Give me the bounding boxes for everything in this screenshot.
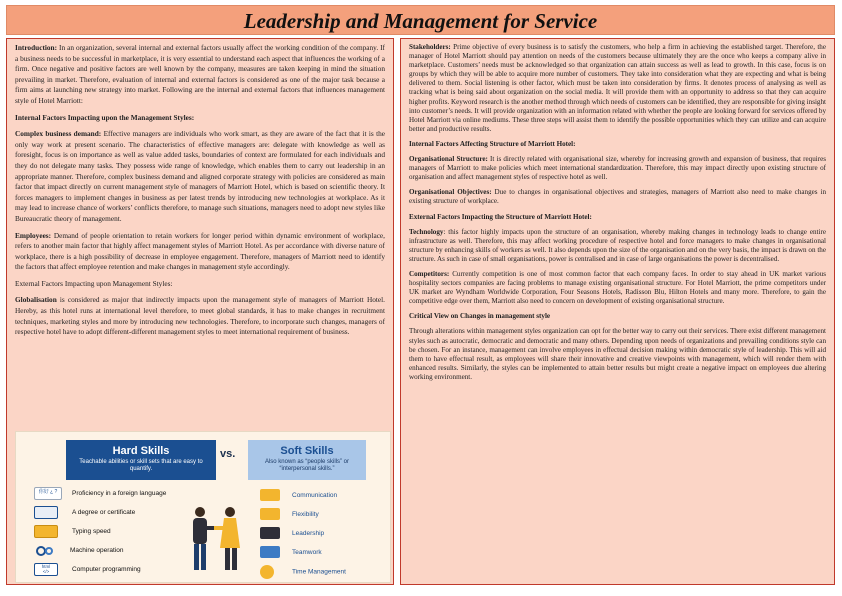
leadership-icon bbox=[260, 527, 280, 539]
org-structure-label: Organisational Structure: bbox=[409, 155, 488, 164]
right-column bbox=[400, 38, 835, 585]
soft-skill-label: Time Management bbox=[292, 568, 346, 576]
hard-skill-item bbox=[34, 506, 135, 520]
gears-icon bbox=[34, 545, 56, 556]
foreign-language-icon-text: 你好 ¿ ? bbox=[38, 489, 58, 495]
intro-text: In an organization, several internal and external factors usually affect the working condition of the company. If a business needs to be successful in marketplace, it is very essential to understand each aspect that influences the working of a firm. Once negative and positive factors are well known by the company, measures are taken keeping in mind the situation prevailing in market. Therefore, evaluation of internal and external factors is considered as one of the major task because a firm aims at launching new strategy into market. Following are the internal and external factors that influences management style of Hotel Marriott: bbox=[15, 43, 385, 105]
versus-label: vs. bbox=[220, 448, 236, 460]
soft-skill-item bbox=[260, 508, 319, 522]
hard-skill-label: A degree or certificate bbox=[72, 509, 136, 517]
soft-skills-box bbox=[248, 440, 366, 480]
soft-skill-item bbox=[260, 546, 322, 560]
soft-skill-item bbox=[260, 489, 337, 503]
hard-skill-label: Machine operation bbox=[70, 547, 124, 554]
complex-demand-text: Effective managers are individuals who work smart, as they are aware of the fact that it is the only way work at present scenario. The characteristics of effective managers are: delegate with knowledge as well as foresight, focus is on importance as well as value added tasks, boundaries of context are formulated for each individuals and they do not delegate many tasks. They possess wide range of knowledge, which enables them to carry out leadership in an appropriate manner. Therefore, complex business demand and aligned corporate strategy with policies are considered as main factor that impact directly on current management style of managers of Marriott Hotel, which is based on scientific theory. It forces managers to implement changes in business as per latest trends by introducing new technologies at workplace. As it may lead to increase chance of workers’ conflicts therefore, to manage such situations, managers need to adopt new styles like Bureaucratic theory of management. bbox=[15, 129, 385, 223]
hard-skills-subtitle: Teachable abilities or skill sets that are easy to quantify. bbox=[79, 459, 203, 472]
hard-skills-title: Hard Skills bbox=[112, 445, 170, 457]
code-icon-text: html </> bbox=[41, 564, 51, 574]
hard-skill-item bbox=[34, 544, 123, 558]
hard-skill-item bbox=[34, 487, 166, 501]
hard-skills-box bbox=[66, 440, 216, 480]
external-factors-heading: External Factors Impacting upon Management Styles: bbox=[15, 278, 173, 288]
speech-bubble-icon bbox=[260, 489, 280, 501]
employees-text: Demand of people orientation to retain workers for longer period within dynamic environment of workplace, refers to another main factor that highly affect management styles of Marriott Hotel. As per accordance with diverse nature of workplace, there is a high possibility of decrease in employee engagement. Therefore, managers of Marriott need to identify the factors that affect employee retention and make changes in management style accordingly. bbox=[15, 230, 385, 272]
flexibility-icon bbox=[260, 508, 280, 520]
competitors-paragraph bbox=[409, 270, 826, 306]
critical-view-paragraph: Through alterations within management styles organization can opt for the better way to carry out their services. There exist different management styles such as autocratic, democratic and democratic and many others. Depending upon needs of organizations and prevailing conditions style can be chosen. For an instance, management can involve employees in effectual decision making within democratic style of leadership. This will aid them to have effectual result, as employees will share their innovative and creative viewpoints with management, which will render them with enhanced results. Similarly, the styles can be implemented to attain better results but might create a negative impact on employees due altering working environment. bbox=[409, 327, 826, 381]
complex-demand-label: Complex business demand: bbox=[15, 129, 102, 139]
certificate-icon bbox=[34, 506, 58, 519]
employees-label: Employees: bbox=[15, 230, 52, 240]
org-objectives-label: Organisational Objectives: bbox=[409, 188, 492, 197]
hard-skill-label: Computer programming bbox=[72, 566, 141, 574]
teamwork-icon bbox=[260, 546, 280, 558]
soft-skill-item bbox=[260, 527, 324, 541]
internal-factors-heading: Internal Factors Impacting upon the Management Styles: bbox=[15, 112, 195, 122]
soft-skill-label: Communication bbox=[292, 492, 338, 499]
competitors-text: Currently competition is one of most common factor that each company faces. In order to stay ahead in UK market various hospitality sectors companies are facing problems to manage existing organisational structure. For Hotel Marriott, the prime competitors under UK market are Wyndham Worldwide Corporation, Four Seasons Hotels, Radisson Blu, Hilton Hotels and many more. Therefore, to gain the competitive edge over them, Marriott also need to concern on development of existing organisational structure. bbox=[409, 269, 826, 306]
left-column bbox=[6, 38, 394, 585]
code-icon bbox=[34, 563, 58, 576]
hard-skill-label: Typing speed bbox=[72, 528, 111, 536]
soft-skill-label: Flexibility bbox=[292, 511, 319, 518]
critical-view-heading: Critical View on Changes in management style bbox=[409, 312, 551, 321]
hard-skill-item bbox=[34, 525, 111, 539]
globalisation-label: Globalisation bbox=[15, 295, 57, 305]
intro-label: Introduction: bbox=[15, 43, 58, 52]
org-objectives-text: Due to changes in organisational objectives and strategies, managers of Marriott also need to make changes in existing structure of workplace. bbox=[409, 188, 826, 206]
complex-demand-paragraph bbox=[15, 129, 385, 224]
soft-skill-label: Teamwork bbox=[292, 549, 322, 556]
hard-vs-soft-skills-infographic bbox=[15, 431, 391, 583]
stakeholders-text: Prime objective of every business is to satisfy the customers, who help a firm in achieving the established target. Therefore, the manager of Hotel Marriott should pay attention on needs of the customers because ultimately they are the once who keeps a company alive in marketplace. Customers’ needs must be acknowledged so that organization can attain success as well as lead to growth. In this case, focus is on groups by which they will be able to acquire more number of customers. They take into consideration what they are expecting and what is being delivered to them. Social listening is other factor, which must be taken into consideration by firms. It denotes process of analysing as well as tracking what is being said about organization on the social media. It will provide them with an opportunity to address so that they can acquire higher profits. Keyword research is the another method through which needs of customers can be identified, they are responsible for giving insight into customer’s needs. It will provide organization with an information related with whether the people are looking forward for services offered by Hotel Marriott via online mediums. These three steps will assist them to identify the possible opportunities which they can utilize and can acquire better and productive results. bbox=[409, 43, 826, 133]
technology-paragraph bbox=[409, 228, 826, 264]
stakeholders-label: Stakeholders: bbox=[409, 43, 451, 51]
external-structure-heading: External Factors Impacting the Structure of Marriott Hotel: bbox=[409, 212, 592, 221]
globalisation-text: is considered as major that indirectly impacts upon the management style of managers of Marriott Hotel. Hereby, as this hotel runs at international level therefore, to meet global standards, it has to make changes in recruitment techniques, marketing styles and more by introducing new technologies. Therefore, to incorporate such changes, managers of respective hotel have to adopt different-different management styles to meet international requirement of business. bbox=[15, 295, 385, 337]
hard-skill-label: Proficiency in a foreign language bbox=[72, 490, 167, 498]
employees-paragraph bbox=[15, 231, 385, 273]
soft-skill-label: Leadership bbox=[292, 530, 325, 537]
technology-text: : this factor highly impacts upon the structure of an organisation, whereby making changes in technology leads to change entire infrastructure as well. Therefore, this may affect working procedure of respective hotel and force managers to make changes in organisational structure by enhancing skills of workers as well. It also depends upon the size of the organisation and on the very basis, the impact is drawn on the structure. As such in case of small organisations, power is centralised and in case of large organisations the power is decentralised. bbox=[409, 227, 826, 263]
internal-structure-heading: Internal Factors Affecting Structure of Marriott Hotel: bbox=[409, 139, 576, 148]
soft-skills-subtitle: Also known as “people skills” or “interpersonal skills.” bbox=[264, 459, 350, 472]
soft-skills-title: Soft Skills bbox=[280, 445, 334, 457]
globalisation-paragraph bbox=[15, 295, 385, 337]
org-structure-text: It is directly related with organisational size, whereby for increasing growth and expansion of business, that requires managers of Marriott to make policies which meet international standardization. Therefore, this may impact directly upon existing structure of organisation and affect management styles of respective hotel as well. bbox=[409, 155, 826, 182]
page-title: Leadership and Management for Service bbox=[243, 9, 598, 33]
org-structure-paragraph bbox=[409, 155, 826, 182]
hard-skill-item bbox=[34, 563, 141, 577]
soft-skill-item bbox=[260, 565, 346, 579]
foreign-language-icon bbox=[34, 487, 62, 500]
stakeholders-paragraph bbox=[409, 43, 826, 134]
technology-label: Technology bbox=[409, 227, 444, 236]
title-banner bbox=[6, 5, 835, 35]
org-objectives-paragraph bbox=[409, 188, 826, 206]
two-people-illustration bbox=[184, 502, 248, 578]
keyboard-icon bbox=[34, 525, 58, 538]
clock-icon bbox=[260, 565, 274, 579]
intro-paragraph bbox=[15, 43, 385, 107]
competitors-label: Competitors: bbox=[409, 269, 450, 278]
